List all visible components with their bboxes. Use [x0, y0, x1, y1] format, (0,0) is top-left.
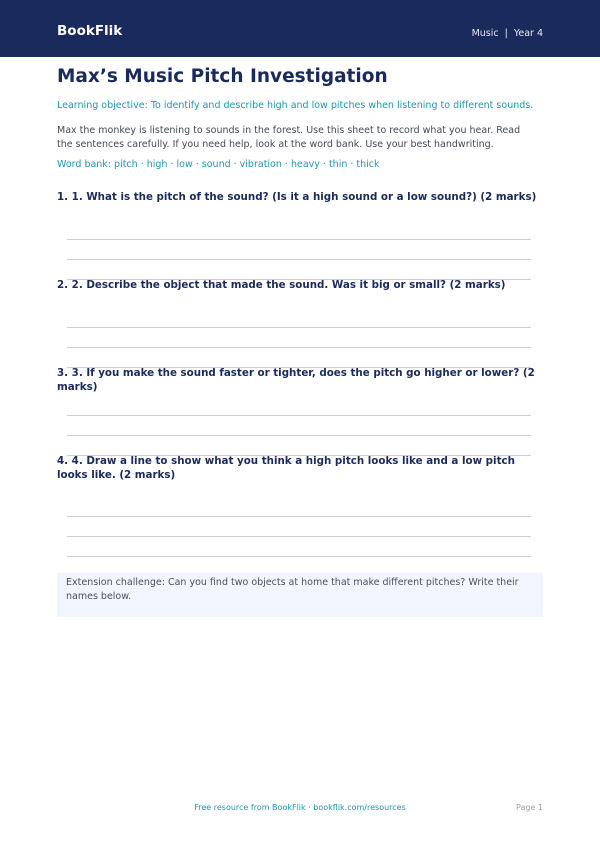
answer-line[interactable]: [67, 435, 531, 436]
extension-box: [57, 573, 543, 617]
answer-line[interactable]: [67, 415, 531, 416]
question-2: 2. 2. Describe the object that made the sound. Was it big or small? (2 marks): [57, 279, 506, 291]
footer-text: Free resource from BookFlik · bookflik.com/resources: [194, 803, 406, 812]
word-bank: Word bank: pitch · high · low · sound · vibration · heavy · thin · thick: [57, 159, 380, 170]
question-3: 3. 3. If you make the sound faster or tighter, does the pitch go higher or lower? (2 marks): [57, 367, 535, 393]
answer-line[interactable]: [67, 239, 531, 240]
answer-line[interactable]: [67, 516, 531, 517]
brand-logo-text: BookFlik: [57, 23, 123, 39]
worksheet-title: Max’s Music Pitch Investigation: [57, 66, 388, 87]
intro-text: Max the monkey is listening to sounds in the forest. Use this sheet to record what you hear. Read the sentences carefully. If you need help, look at the word bank. Use your best handwriting.: [57, 125, 521, 150]
question-1: 1. 1. What is the pitch of the sound? (Is it a high sound or a low sound?) (2 marks): [57, 191, 537, 203]
answer-line[interactable]: [67, 556, 531, 557]
answer-line[interactable]: [67, 536, 531, 537]
answer-line[interactable]: [67, 347, 531, 348]
question-4: 4. 4. Draw a line to show what you think a high pitch looks like and a low pitch looks like. (2 marks): [57, 455, 515, 481]
answer-line[interactable]: [67, 259, 531, 260]
subject-separator: |: [504, 28, 508, 39]
learning-objective: Learning objective: To identify and describe high and low pitches when listening to different sounds.: [57, 100, 534, 111]
answer-line[interactable]: [67, 327, 531, 328]
subject-name: Music: [471, 28, 499, 39]
extension-text: Extension challenge: Can you find two objects at home that make different pitches? Write their names below.: [66, 577, 519, 602]
page-header: [0, 0, 600, 57]
year-label: Year 4: [513, 28, 543, 39]
page-number: Page 1: [516, 803, 543, 812]
subject-label: [472, 28, 543, 39]
